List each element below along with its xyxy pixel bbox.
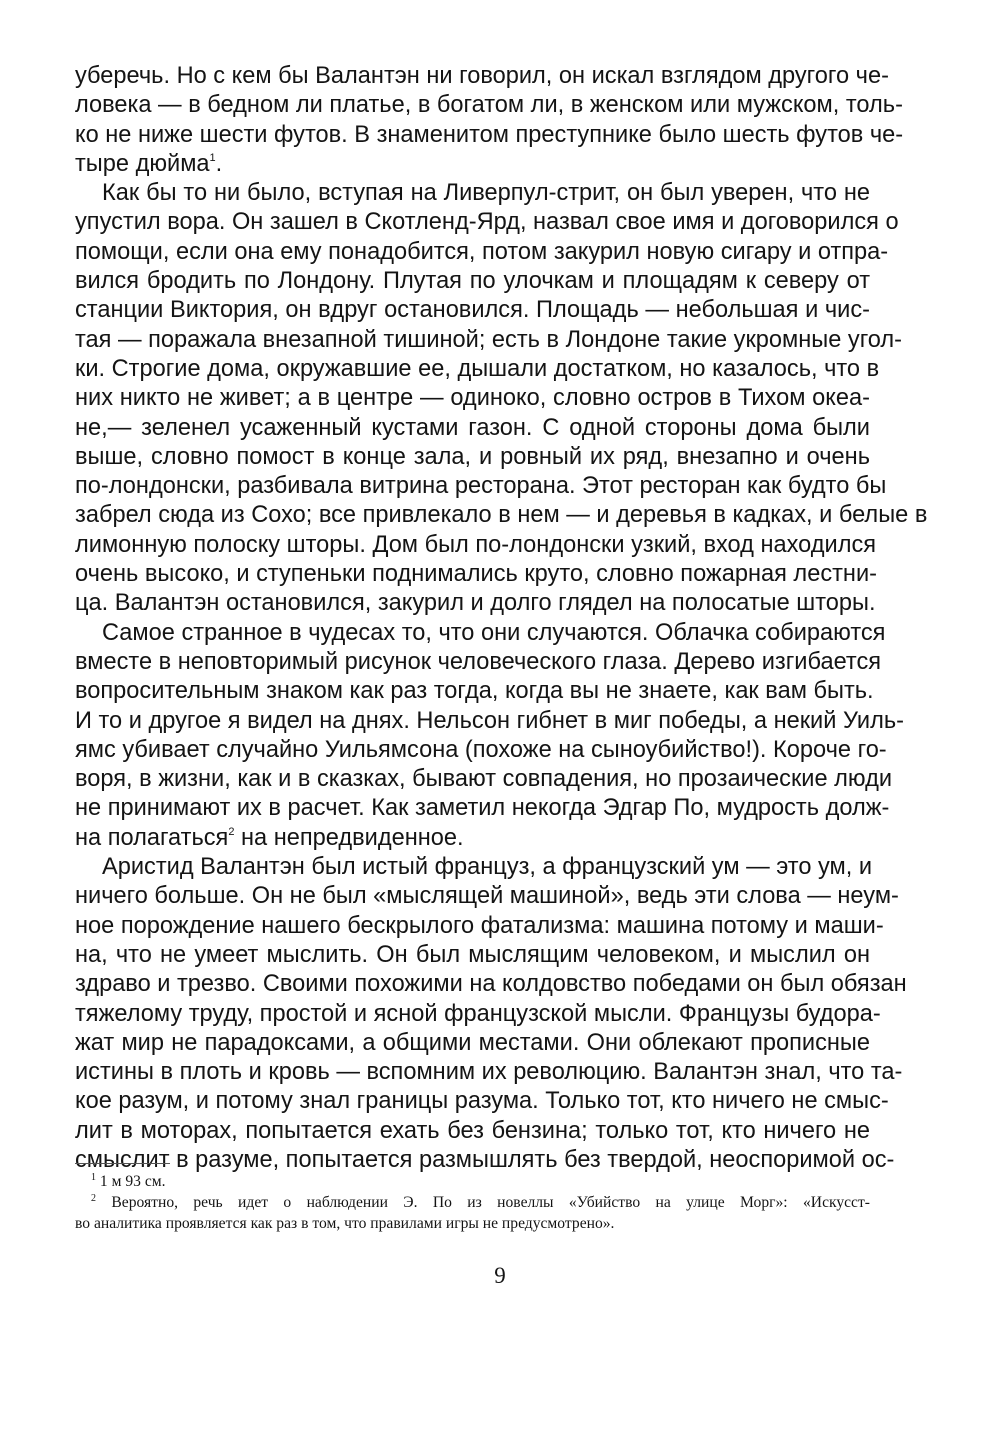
text-line xyxy=(75,677,874,706)
text-line xyxy=(75,1000,881,1029)
line-text: лит в моторах, попытается ехать без бензина; только тот, кто ничего не xyxy=(75,1117,870,1144)
text-line xyxy=(75,794,890,823)
text-line xyxy=(75,853,873,882)
line-text: смыслит в разуме, попытается размышлять без твердой, неоспоримой ос- xyxy=(75,1146,895,1173)
line-text: ловека — в бедном ли платье, в богатом ли, в женском или мужском, толь- xyxy=(75,92,903,119)
line-text: тяжелому труду, простой и ясной французской мысли. Французы будора- xyxy=(75,1000,881,1027)
text-line xyxy=(75,619,886,648)
text-line xyxy=(75,560,877,589)
footnote-line xyxy=(75,1192,870,1213)
line-text: на полагаться xyxy=(75,824,229,851)
line-text: очень высоко, и ступеньки поднимались круто, словно пожарная лестни- xyxy=(75,561,877,588)
line-text-after-ref: на непредвиденное. xyxy=(234,824,464,851)
line-text: ямс убивает случайно Уильямсона (похоже на сыноубийство!). Короче го- xyxy=(75,736,887,763)
text-line xyxy=(75,1087,889,1116)
text-line xyxy=(75,941,870,970)
line-text: уберечь. Но с кем бы Валантэн ни говорил, он искал взглядом другого че- xyxy=(75,63,889,89)
footnote-text: Вероятно, речь идет о наблюдении Э. По из новеллы «Убийство на улице Морг»: «Искусст- xyxy=(96,1194,870,1211)
line-text: тая — поражала внезапной тишиной; есть в Лондоне такие укромные угол- xyxy=(75,326,903,353)
text-line xyxy=(75,824,870,853)
text-line xyxy=(75,150,870,179)
page-number: 9 xyxy=(494,1263,506,1288)
line-text: станции Виктория, он вдруг остановился. Площадь — небольшая и чис- xyxy=(75,297,870,324)
line-text: воря, в жизни, как и в сказках, бывают совпадения, но прозаические люди xyxy=(75,766,893,793)
text-line xyxy=(75,531,877,560)
text-line xyxy=(75,179,870,208)
text-line xyxy=(75,472,887,501)
text-line xyxy=(75,296,870,325)
text-line xyxy=(75,91,903,120)
footnote-text: во аналитика проявляется как раз в том, что правилами игры не предусмотрено». xyxy=(75,1215,615,1232)
line-text: Аристид Валантэн был истый француз, а французский ум — это ум, и xyxy=(102,854,873,881)
line-text: ничего больше. Он не был «мыслящей машиной», ведь эти слова — неум- xyxy=(75,883,899,910)
text-line xyxy=(75,589,876,618)
line-text: вместе в неповторимый рисунок человеческого глаза. Дерево изгибается xyxy=(75,648,882,675)
text-line xyxy=(75,765,893,794)
line-text: здраво и трезво. Своими похожими на колдовство победами он был обязан xyxy=(75,971,907,998)
line-text: выше, словно помост в конце зала, и ровный их ряд, внезапно и очень xyxy=(75,443,870,470)
line-text: по-лондонски, разбивала витрина ресторана. Этот ресторан как будто бы xyxy=(75,473,887,500)
text-line xyxy=(75,912,884,941)
footnote-text: 1 м 93 см. xyxy=(96,1173,166,1190)
line-text: ца. Валантэн остановился, закурил и долго глядел на полосатые шторы. xyxy=(75,590,876,617)
line-text: упустил вора. Он зашел в Скотленд-Ярд, назвал свое имя и договорился о xyxy=(75,209,899,236)
line-text: тыре дюйма xyxy=(75,150,210,177)
line-text: Как бы то ни было, вступая на Ливерпул-стрит, он был уверен, что не xyxy=(102,180,870,207)
text-line xyxy=(75,443,870,472)
line-text: И то и другое я видел на днях. Нельсон гибнет в миг победы, а некий Уиль- xyxy=(75,707,904,734)
line-text: вопросительным знаком как раз тогда, когда вы не знаете, как вам быть. xyxy=(75,678,874,705)
text-line xyxy=(75,62,889,91)
text-line xyxy=(75,326,903,355)
text-line xyxy=(75,1058,903,1087)
footnote-line xyxy=(75,1213,870,1234)
footnote-marker: 1 xyxy=(91,1172,96,1183)
footnotes xyxy=(75,1171,870,1234)
line-text: не,— зеленел усаженный кустами газон. С одной стороны дома были xyxy=(75,414,870,441)
text-line xyxy=(75,355,880,384)
footnote-line xyxy=(75,1171,870,1192)
line-text: не принимают их в расчет. Как заметил некогда Эдгар По, мудрость долж- xyxy=(75,795,890,822)
text-line xyxy=(75,648,882,677)
text-line xyxy=(75,882,899,911)
text-line xyxy=(75,1117,870,1146)
line-text: них никто не живет; а в центре — одиноко, словно остров в Тихом океа- xyxy=(75,385,870,412)
line-text-after-ref: . xyxy=(215,150,223,177)
line-text: на, что не умеет мыслить. Он был мыслящим человеком, и мыслил он xyxy=(75,941,870,968)
text-line xyxy=(75,121,904,150)
line-text: кое разум, и потому знал границы разума. Только тот, кто ничего не смыс- xyxy=(75,1088,889,1115)
line-text: истины в плоть и кровь — вспомним их революцию. Валантэн знал, что та- xyxy=(75,1059,903,1086)
footnote-divider xyxy=(75,1163,170,1164)
text-line xyxy=(75,501,928,530)
text-line xyxy=(75,970,907,999)
line-text: забрел сюда из Сохо; все привлекало в нем — и деревья в кадках, и белые в xyxy=(75,502,928,529)
text-line xyxy=(75,208,899,237)
text-line xyxy=(75,707,904,736)
line-text: ки. Строгие дома, окружавшие ее, дышали достатком, но казалось, что в xyxy=(75,355,880,382)
line-text: Самое странное в чудесах то, что они случаются. Облачка собираются xyxy=(102,619,886,646)
body-text xyxy=(75,62,928,1175)
footnote-ref[interactable]: 1 xyxy=(209,151,216,164)
text-line xyxy=(75,1029,870,1058)
line-text: ное порождение нашего бескрылого фатализма: машина потому и маши- xyxy=(75,912,884,939)
line-text: жат мир не парадоксами, а общими местами. Они облекают прописные xyxy=(75,1029,870,1056)
text-line xyxy=(75,238,889,267)
line-text: лимонную полоску шторы. Дом был по-лондонски узкий, вход находился xyxy=(75,531,877,558)
footnote-ref[interactable]: 2 xyxy=(228,825,235,838)
line-text: ко не ниже шести футов. В знаменитом преступнике было шесть футов че- xyxy=(75,121,904,148)
text-line xyxy=(75,267,870,296)
text-line xyxy=(75,384,870,413)
footnote-marker: 2 xyxy=(91,1193,96,1204)
line-text: помощи, если она ему понадобится, потом закурил новую сигару и отпра- xyxy=(75,238,889,265)
text-line xyxy=(75,414,870,443)
line-text: вился бродить по Лондону. Плутая по улочкам и площадям к северу от xyxy=(75,268,870,295)
text-line xyxy=(75,736,887,765)
